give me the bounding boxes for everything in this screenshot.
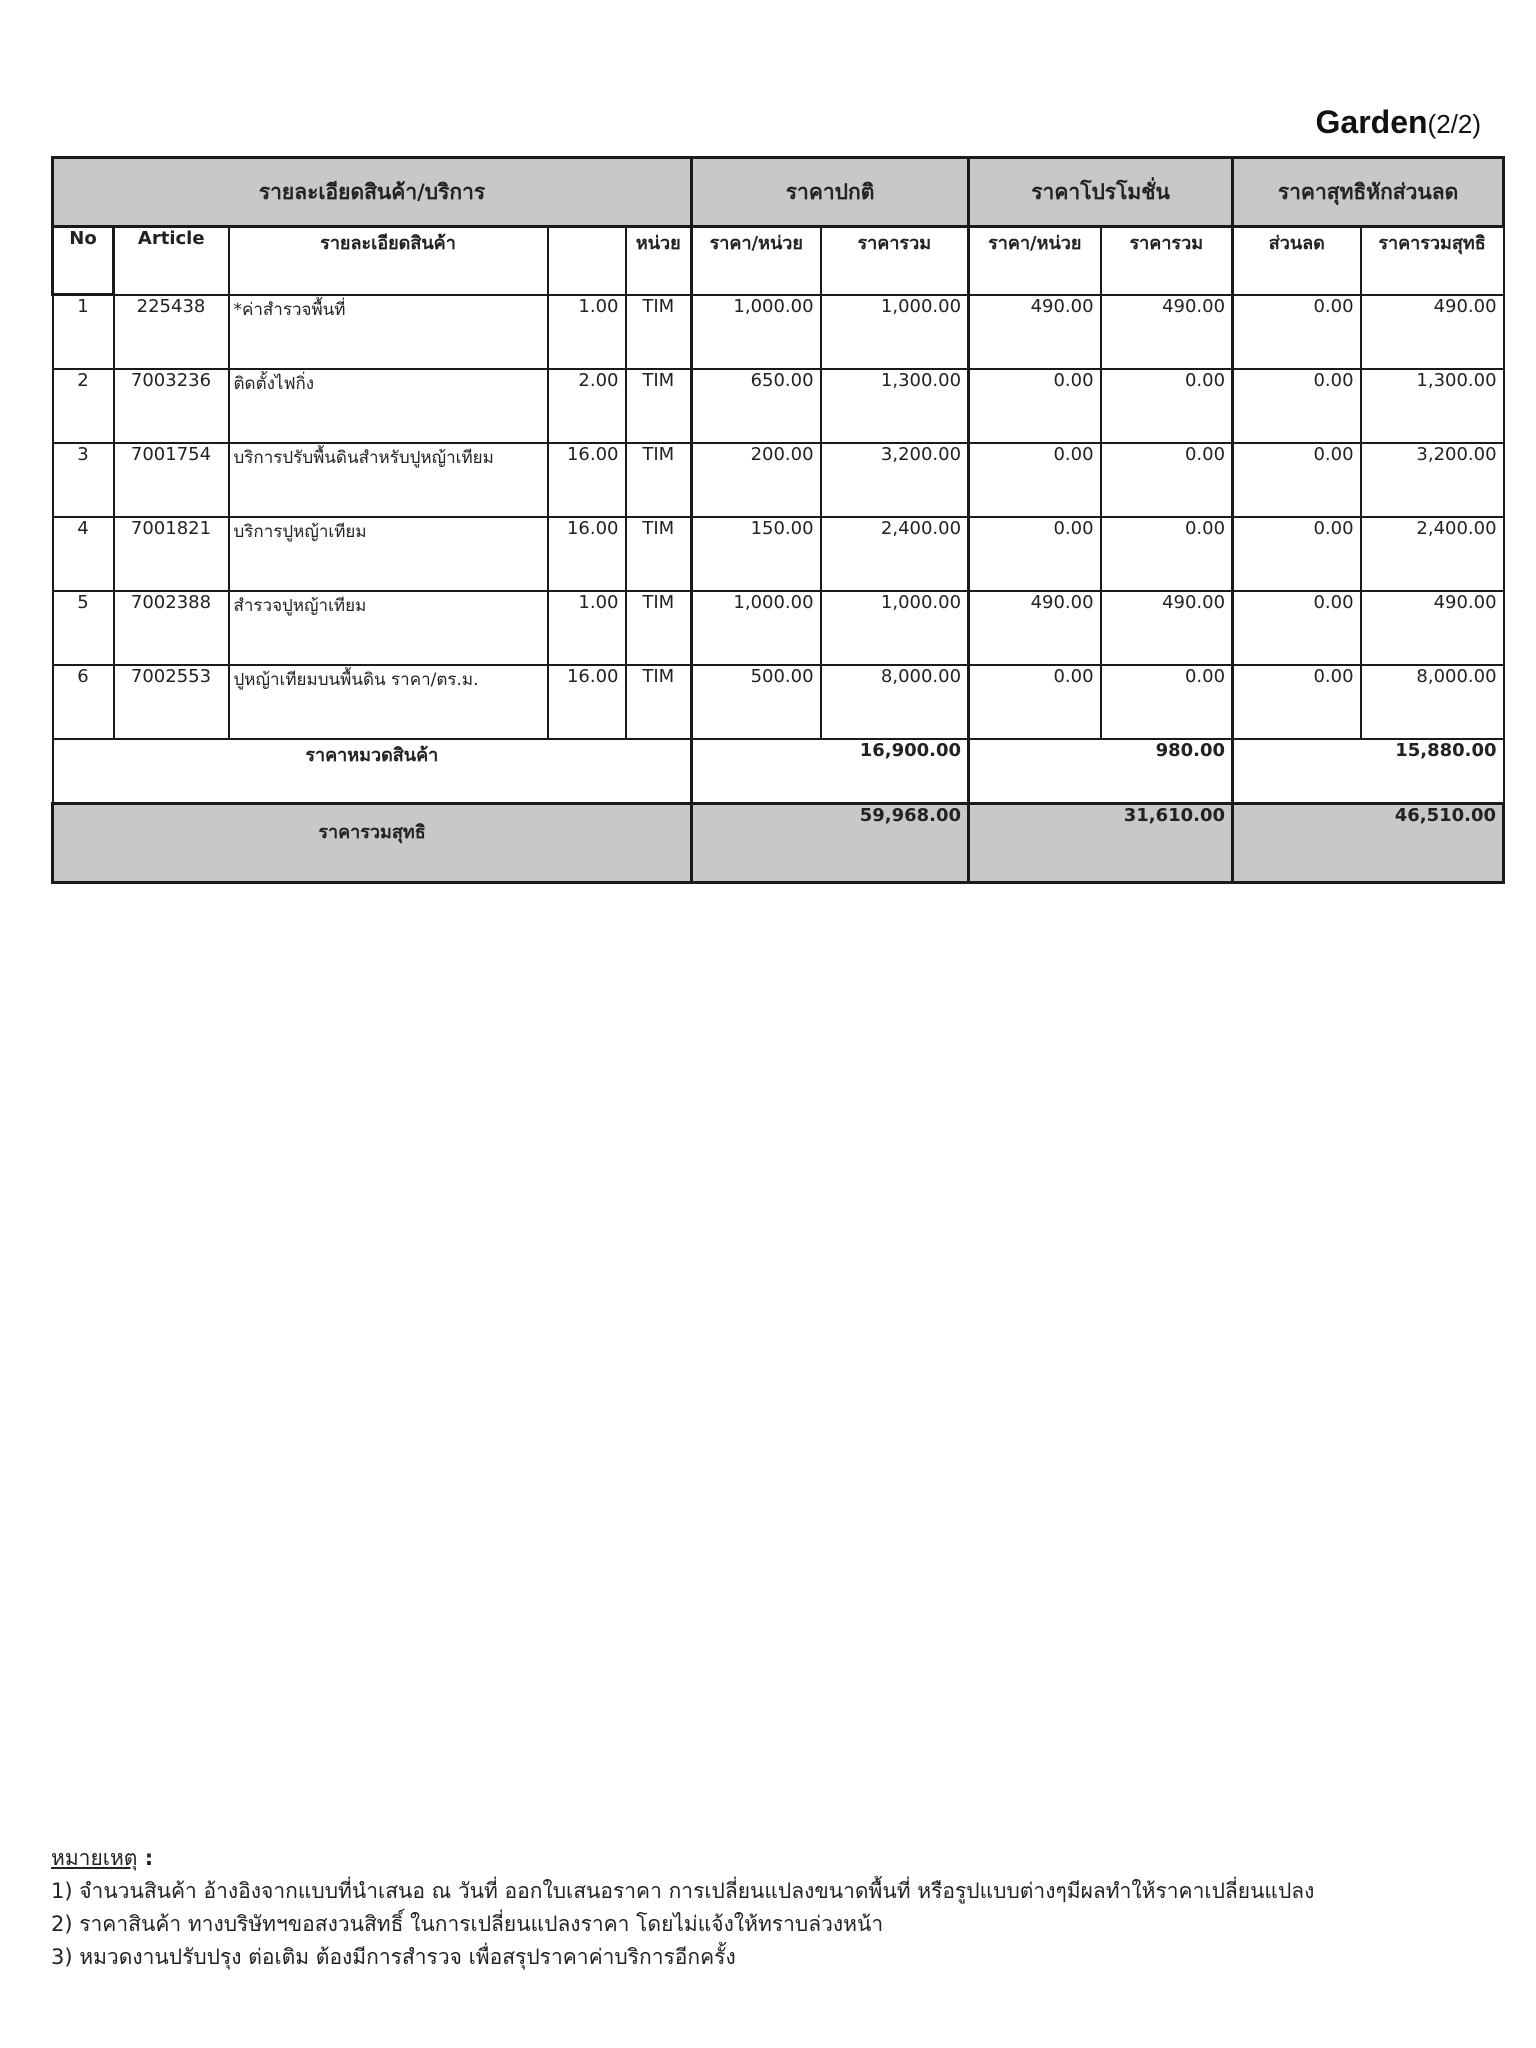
col-header-promo-total: ราคารวม	[1101, 227, 1233, 295]
cell-net-total: 8,000.00	[1361, 665, 1504, 739]
col-header-net-total: ราคารวมสุทธิ	[1361, 227, 1504, 295]
col-header-unit: หน่วย	[626, 227, 692, 295]
cell-no: 6	[53, 665, 114, 739]
cell-description: บริการปูหญ้าเทียม	[229, 517, 548, 591]
cell-regular-unit-price: 650.00	[692, 369, 821, 443]
grand-total-promotion: 31,610.00	[969, 804, 1233, 883]
table-row	[53, 665, 1504, 739]
col-header-no: No	[53, 227, 114, 295]
cell-unit: TIM	[626, 517, 692, 591]
cell-discount: 0.00	[1233, 591, 1361, 665]
cell-discount: 0.00	[1233, 665, 1361, 739]
group-header-promotion: ราคาโปรโมชั่น	[969, 158, 1233, 227]
table-row	[53, 591, 1504, 665]
col-header-regular-total: ราคารวม	[821, 227, 969, 295]
grand-total-net: 46,510.00	[1233, 804, 1504, 883]
item-rows	[53, 295, 1504, 740]
page-title-text: Garden	[1315, 104, 1428, 140]
page-title	[0, 104, 1481, 141]
cell-regular-total: 3,200.00	[821, 443, 969, 517]
cell-regular-unit-price: 150.00	[692, 517, 821, 591]
cell-qty: 2.00	[548, 369, 626, 443]
cell-net-total: 1,300.00	[1361, 369, 1504, 443]
cell-qty: 16.00	[548, 517, 626, 591]
cell-promo-unit-price: 0.00	[969, 369, 1101, 443]
page-number: (2/2)	[1427, 109, 1481, 139]
cell-regular-total: 2,400.00	[821, 517, 969, 591]
group-header-regular: ราคาปกติ	[692, 158, 969, 227]
table-row	[53, 295, 1504, 370]
cell-promo-total: 490.00	[1101, 295, 1233, 370]
grand-total-regular: 59,968.00	[692, 804, 969, 883]
cell-promo-total: 490.00	[1101, 591, 1233, 665]
notes-colon: :	[137, 1846, 154, 1870]
cell-net-total: 490.00	[1361, 295, 1504, 370]
cell-regular-total: 1,000.00	[821, 591, 969, 665]
category-total-net: 15,880.00	[1233, 739, 1504, 804]
group-header-row	[53, 158, 1504, 227]
notes-heading	[51, 1842, 1491, 1875]
note-item: 2) ราคาสินค้า ทางบริษัทฯขอสงวนสิทธิ์ ในการเปลี่ยนแปลงราคา โดยไม่แจ้งให้ทราบล่วงหน้า	[51, 1912, 884, 1936]
cell-unit: TIM	[626, 369, 692, 443]
cell-qty: 16.00	[548, 665, 626, 739]
cell-regular-unit-price: 1,000.00	[692, 591, 821, 665]
cell-promo-unit-price: 0.00	[969, 443, 1101, 517]
category-total-promotion: 980.00	[969, 739, 1233, 804]
cell-article: 7001821	[114, 517, 229, 591]
cell-net-total: 490.00	[1361, 591, 1504, 665]
cell-description: บริการปรับพื้นดินสำหรับปูหญ้าเทียม	[229, 443, 548, 517]
cell-description: สำรวจปูหญ้าเทียม	[229, 591, 548, 665]
table-row	[53, 517, 1504, 591]
category-total-regular: 16,900.00	[692, 739, 969, 804]
cell-qty: 1.00	[548, 591, 626, 665]
cell-description: *ค่าสำรวจพื้นที่	[229, 295, 548, 370]
cell-article: 7001754	[114, 443, 229, 517]
cell-qty: 1.00	[548, 295, 626, 370]
grand-total-label: ราคารวมสุทธิ	[53, 804, 692, 883]
cell-article: 225438	[114, 295, 229, 370]
notes-title: หมายเหตุ	[51, 1846, 138, 1870]
quotation-table	[51, 156, 1505, 884]
cell-article: 7002388	[114, 591, 229, 665]
cell-regular-total: 1,000.00	[821, 295, 969, 370]
cell-unit: TIM	[626, 295, 692, 370]
cell-no: 5	[53, 591, 114, 665]
col-header-discount: ส่วนลด	[1233, 227, 1361, 295]
column-header-row	[53, 227, 1504, 295]
note-item: 3) หมวดงานปรับปรุง ต่อเติม ต้องมีการสำรวจ เพื่อสรุปราคาค่าบริการอีกครั้ง	[51, 1945, 736, 1969]
cell-promo-unit-price: 0.00	[969, 665, 1101, 739]
col-header-regular-unit-price: ราคา/หน่วย	[692, 227, 821, 295]
cell-no: 3	[53, 443, 114, 517]
cell-regular-unit-price: 200.00	[692, 443, 821, 517]
cell-regular-unit-price: 1,000.00	[692, 295, 821, 370]
cell-description: ปูหญ้าเทียมบนพื้นดิน ราคา/ตร.ม.	[229, 665, 548, 739]
cell-promo-total: 0.00	[1101, 517, 1233, 591]
cell-discount: 0.00	[1233, 295, 1361, 370]
col-header-qty	[548, 227, 626, 295]
cell-unit: TIM	[626, 665, 692, 739]
cell-regular-total: 8,000.00	[821, 665, 969, 739]
cell-unit: TIM	[626, 443, 692, 517]
cell-promo-total: 0.00	[1101, 443, 1233, 517]
cell-promo-unit-price: 0.00	[969, 517, 1101, 591]
table-row	[53, 369, 1504, 443]
notes-section	[51, 1842, 1491, 1974]
cell-no: 4	[53, 517, 114, 591]
cell-discount: 0.00	[1233, 369, 1361, 443]
category-total-label: ราคาหมวดสินค้า	[53, 739, 692, 804]
col-header-article: Article	[114, 227, 229, 295]
col-header-description: รายละเอียดสินค้า	[229, 227, 548, 295]
cell-unit: TIM	[626, 591, 692, 665]
cell-article: 7003236	[114, 369, 229, 443]
category-total-row	[53, 739, 1504, 804]
cell-promo-total: 0.00	[1101, 665, 1233, 739]
cell-discount: 0.00	[1233, 443, 1361, 517]
table-row	[53, 443, 1504, 517]
cell-no: 1	[53, 295, 114, 370]
cell-no: 2	[53, 369, 114, 443]
cell-description: ติดตั้งไฟกิ่ง	[229, 369, 548, 443]
cell-net-total: 2,400.00	[1361, 517, 1504, 591]
group-header-details: รายละเอียดสินค้า/บริการ	[53, 158, 692, 227]
grand-total-row	[53, 804, 1504, 883]
cell-net-total: 3,200.00	[1361, 443, 1504, 517]
cell-promo-unit-price: 490.00	[969, 591, 1101, 665]
cell-promo-total: 0.00	[1101, 369, 1233, 443]
col-header-promo-unit-price: ราคา/หน่วย	[969, 227, 1101, 295]
group-header-net: ราคาสุทธิหักส่วนลด	[1233, 158, 1504, 227]
cell-article: 7002553	[114, 665, 229, 739]
cell-promo-unit-price: 490.00	[969, 295, 1101, 370]
cell-qty: 16.00	[548, 443, 626, 517]
cell-regular-total: 1,300.00	[821, 369, 969, 443]
note-item: 1) จำนวนสินค้า อ้างอิงจากแบบที่นำเสนอ ณ วันที่ ออกใบเสนอราคา การเปลี่ยนแปลงขนาดพื้นที่ หรือรูปแบบต่างๆมีผลทำให้ราคาเปลี่ยนแปลง	[51, 1879, 1315, 1903]
cell-discount: 0.00	[1233, 517, 1361, 591]
cell-regular-unit-price: 500.00	[692, 665, 821, 739]
